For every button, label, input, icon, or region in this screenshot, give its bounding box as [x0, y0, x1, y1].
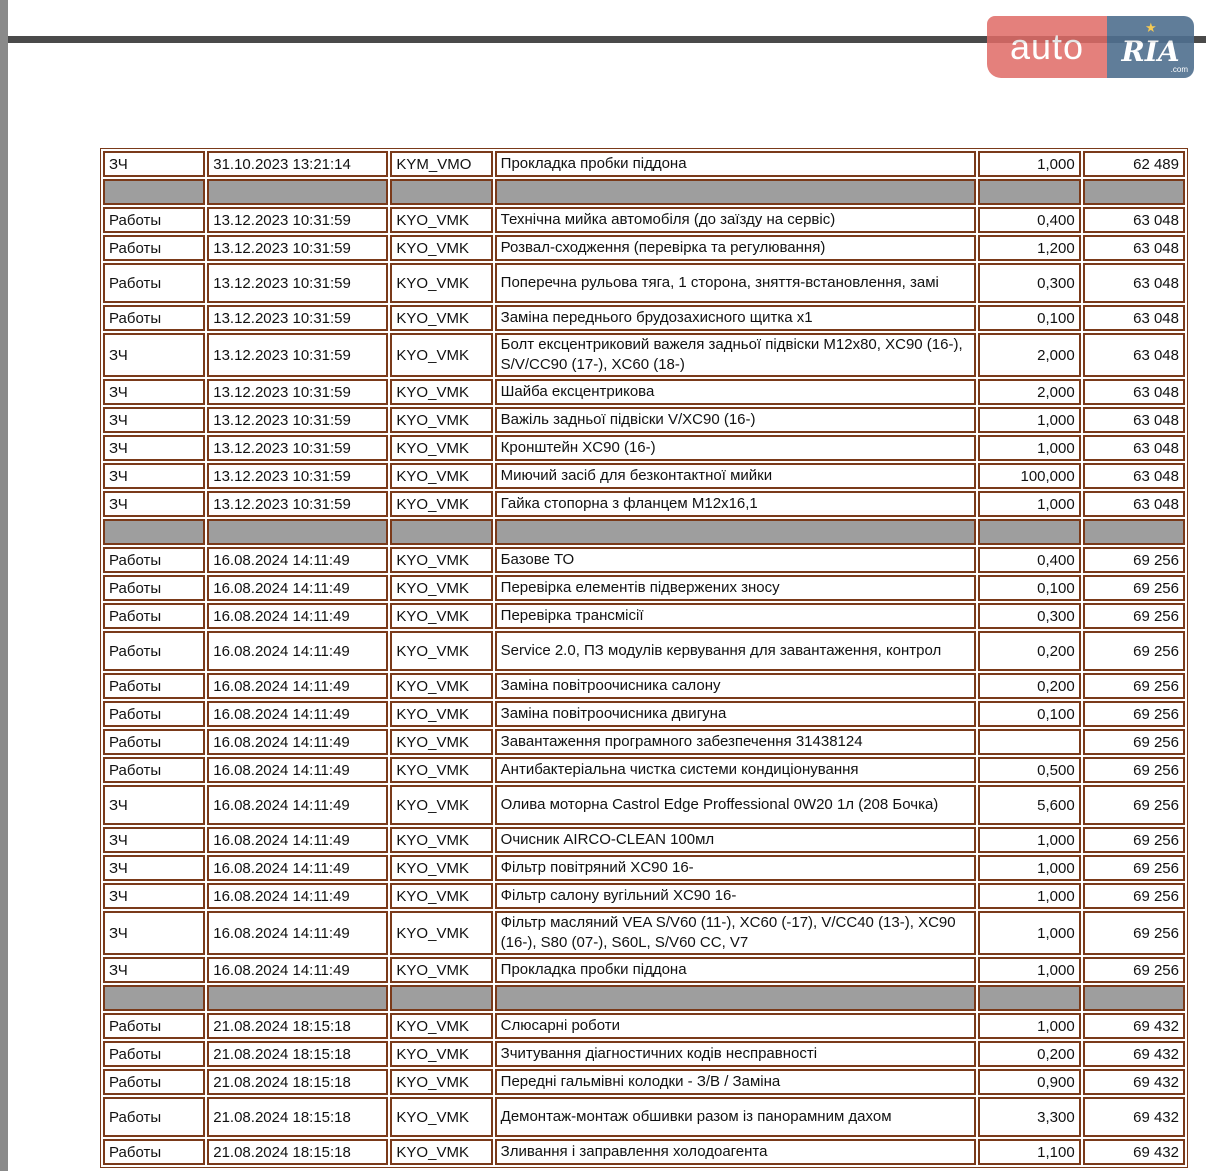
- cell-date: 31.10.2023 13:21:14: [207, 151, 388, 177]
- cell-mileage: 69 432: [1083, 1013, 1185, 1039]
- cell-quantity: 1,000: [978, 855, 1080, 881]
- table-row: [103, 435, 1185, 461]
- separator-cell: [207, 179, 388, 205]
- separator-row: [103, 179, 1185, 205]
- cell-date: 13.12.2023 10:31:59: [207, 333, 388, 377]
- cell-mileage: 69 256: [1083, 729, 1185, 755]
- cell-type: Работы: [103, 263, 205, 303]
- cell-type: Работы: [103, 673, 205, 699]
- cell-date: 13.12.2023 10:31:59: [207, 407, 388, 433]
- cell-description: Важіль задньої підвіски V/XC90 (16-): [495, 407, 977, 433]
- cell-date: 16.08.2024 14:11:49: [207, 785, 388, 825]
- cell-description: Поперечна рульова тяга, 1 сторона, зняття-встановлення, замі: [495, 263, 977, 303]
- cell-code: KYO_VMK: [390, 883, 492, 909]
- cell-quantity: 0,200: [978, 631, 1080, 671]
- cell-date: 16.08.2024 14:11:49: [207, 827, 388, 853]
- table-row: [103, 827, 1185, 853]
- cell-type: ЗЧ: [103, 785, 205, 825]
- logo-ria-text: RIA: [1121, 34, 1180, 68]
- separator-cell: [978, 985, 1080, 1011]
- cell-code: KYO_VMK: [390, 463, 492, 489]
- cell-code: KYO_VMK: [390, 333, 492, 377]
- cell-quantity: 1,000: [978, 435, 1080, 461]
- separator-cell: [1083, 179, 1185, 205]
- cell-description: Технічна мийка автомобіля (до заїзду на сервіс): [495, 207, 977, 233]
- cell-date: 21.08.2024 18:15:18: [207, 1041, 388, 1067]
- separator-row: [103, 985, 1185, 1011]
- cell-type: Работы: [103, 603, 205, 629]
- cell-mileage: 69 432: [1083, 1139, 1185, 1165]
- cell-type: Работы: [103, 631, 205, 671]
- cell-type: ЗЧ: [103, 855, 205, 881]
- cell-code: KYO_VMK: [390, 911, 492, 955]
- cell-type: Работы: [103, 1139, 205, 1165]
- cell-type: Работы: [103, 757, 205, 783]
- separator-cell: [390, 179, 492, 205]
- service-history-rows: [103, 151, 1185, 1165]
- cell-type: ЗЧ: [103, 333, 205, 377]
- cell-mileage: 69 256: [1083, 911, 1185, 955]
- separator-cell: [495, 985, 977, 1011]
- cell-mileage: 63 048: [1083, 235, 1185, 261]
- cell-code: KYO_VMK: [390, 701, 492, 727]
- table-row: [103, 491, 1185, 517]
- cell-date: 16.08.2024 14:11:49: [207, 673, 388, 699]
- cell-code: KYO_VMK: [390, 1041, 492, 1067]
- cell-type: Работы: [103, 1069, 205, 1095]
- cell-type: ЗЧ: [103, 827, 205, 853]
- logo-com-text: .com: [1170, 65, 1188, 74]
- cell-code: KYO_VMK: [390, 575, 492, 601]
- cell-mileage: 69 256: [1083, 785, 1185, 825]
- cell-date: 21.08.2024 18:15:18: [207, 1097, 388, 1137]
- star-icon: ★: [1145, 20, 1157, 35]
- cell-code: KYO_VMK: [390, 235, 492, 261]
- cell-mileage: 69 256: [1083, 957, 1185, 983]
- cell-description: Розвал-сходження (перевірка та регулювання): [495, 235, 977, 261]
- cell-mileage: 63 048: [1083, 263, 1185, 303]
- cell-quantity: 0,400: [978, 547, 1080, 573]
- cell-date: 16.08.2024 14:11:49: [207, 757, 388, 783]
- cell-mileage: 63 048: [1083, 305, 1185, 331]
- cell-description: Болт ексцентриковий важеля задньої підвіски M12x80, XC90 (16-), S/V/CC90 (17-), XC60 (18-): [495, 333, 977, 377]
- separator-cell: [495, 519, 977, 545]
- cell-type: Работы: [103, 575, 205, 601]
- cell-mileage: 63 048: [1083, 463, 1185, 489]
- cell-quantity: 1,000: [978, 827, 1080, 853]
- cell-type: Работы: [103, 701, 205, 727]
- cell-quantity: 1,000: [978, 883, 1080, 909]
- cell-quantity: 0,100: [978, 305, 1080, 331]
- cell-description: Очисник AIRCO-CLEAN 100мл: [495, 827, 977, 853]
- cell-type: ЗЧ: [103, 911, 205, 955]
- cell-type: ЗЧ: [103, 957, 205, 983]
- table-row: [103, 547, 1185, 573]
- cell-code: KYO_VMK: [390, 207, 492, 233]
- cell-code: KYO_VMK: [390, 785, 492, 825]
- cell-date: 16.08.2024 14:11:49: [207, 957, 388, 983]
- cell-description: Фільтр салону вугільний XC90 16-: [495, 883, 977, 909]
- cell-type: ЗЧ: [103, 463, 205, 489]
- cell-date: 13.12.2023 10:31:59: [207, 207, 388, 233]
- cell-description: Заміна повітроочисника двигуна: [495, 701, 977, 727]
- table-row: [103, 1069, 1185, 1095]
- cell-description: Зливання і заправлення холодоагента: [495, 1139, 977, 1165]
- cell-quantity: 0,300: [978, 263, 1080, 303]
- cell-quantity: 0,200: [978, 1041, 1080, 1067]
- cell-code: KYO_VMK: [390, 379, 492, 405]
- cell-date: 16.08.2024 14:11:49: [207, 603, 388, 629]
- cell-description: Зчитування діагностичних кодів несправності: [495, 1041, 977, 1067]
- cell-date: 16.08.2024 14:11:49: [207, 729, 388, 755]
- table-row: [103, 463, 1185, 489]
- cell-description: Демонтаж-монтаж обшивки разом із панорамним дахом: [495, 1097, 977, 1137]
- cell-code: KYO_VMK: [390, 1013, 492, 1039]
- cell-description: Олива моторна Castrol Edge Proffessional 0W20 1л (208 Бочка): [495, 785, 977, 825]
- cell-mileage: 63 048: [1083, 435, 1185, 461]
- cell-quantity: 0,100: [978, 701, 1080, 727]
- separator-cell: [1083, 985, 1185, 1011]
- cell-mileage: 69 256: [1083, 827, 1185, 853]
- table-row: [103, 729, 1185, 755]
- cell-date: 16.08.2024 14:11:49: [207, 883, 388, 909]
- cell-quantity: 0,400: [978, 207, 1080, 233]
- cell-mileage: 69 256: [1083, 701, 1185, 727]
- cell-quantity: 100,000: [978, 463, 1080, 489]
- cell-mileage: 69 256: [1083, 631, 1185, 671]
- cell-code: KYO_VMK: [390, 855, 492, 881]
- separator-cell: [390, 985, 492, 1011]
- cell-description: Фільтр повітряний XC90 16-: [495, 855, 977, 881]
- cell-type: ЗЧ: [103, 151, 205, 177]
- cell-mileage: 69 256: [1083, 673, 1185, 699]
- cell-type: Работы: [103, 547, 205, 573]
- cell-date: 16.08.2024 14:11:49: [207, 631, 388, 671]
- cell-quantity: 1,000: [978, 957, 1080, 983]
- cell-mileage: 63 048: [1083, 407, 1185, 433]
- cell-quantity: 5,600: [978, 785, 1080, 825]
- table-row: [103, 673, 1185, 699]
- table-row: [103, 575, 1185, 601]
- cell-date: 16.08.2024 14:11:49: [207, 855, 388, 881]
- cell-mileage: 69 432: [1083, 1097, 1185, 1137]
- cell-code: KYO_VMK: [390, 827, 492, 853]
- cell-mileage: 63 048: [1083, 207, 1185, 233]
- table-row: [103, 263, 1185, 303]
- cell-date: 21.08.2024 18:15:18: [207, 1013, 388, 1039]
- cell-code: KYO_VMK: [390, 1097, 492, 1137]
- cell-code: KYO_VMK: [390, 757, 492, 783]
- cell-description: Прокладка пробки піддона: [495, 151, 977, 177]
- separator-cell: [207, 985, 388, 1011]
- table-row: [103, 407, 1185, 433]
- cell-date: 13.12.2023 10:31:59: [207, 379, 388, 405]
- table-row: [103, 855, 1185, 881]
- cell-mileage: 63 048: [1083, 379, 1185, 405]
- cell-quantity: 0,500: [978, 757, 1080, 783]
- table-row: [103, 911, 1185, 955]
- cell-date: 21.08.2024 18:15:18: [207, 1069, 388, 1095]
- table-row: [103, 1139, 1185, 1165]
- separator-cell: [495, 179, 977, 205]
- cell-mileage: 69 256: [1083, 547, 1185, 573]
- cell-description: Кронштейн XC90 (16-): [495, 435, 977, 461]
- cell-code: KYO_VMK: [390, 547, 492, 573]
- cell-mileage: 69 256: [1083, 883, 1185, 909]
- cell-quantity: 1,000: [978, 407, 1080, 433]
- cell-type: Работы: [103, 1013, 205, 1039]
- cell-type: ЗЧ: [103, 491, 205, 517]
- cell-description: Гайка стопорна з фланцем M12x16,1: [495, 491, 977, 517]
- cell-code: KYM_VMO: [390, 151, 492, 177]
- separator-row: [103, 519, 1185, 545]
- cell-mileage: 69 256: [1083, 603, 1185, 629]
- cell-code: KYO_VMK: [390, 407, 492, 433]
- cell-quantity: 0,100: [978, 575, 1080, 601]
- table-row: [103, 957, 1185, 983]
- cell-quantity: 0,300: [978, 603, 1080, 629]
- cell-quantity: 2,000: [978, 333, 1080, 377]
- cell-mileage: 63 048: [1083, 491, 1185, 517]
- cell-type: Работы: [103, 729, 205, 755]
- cell-type: Работы: [103, 1097, 205, 1137]
- cell-quantity: 1,100: [978, 1139, 1080, 1165]
- cell-code: KYO_VMK: [390, 491, 492, 517]
- cell-date: 16.08.2024 14:11:49: [207, 547, 388, 573]
- table-row: [103, 603, 1185, 629]
- cell-code: KYO_VMK: [390, 631, 492, 671]
- cell-quantity: 3,300: [978, 1097, 1080, 1137]
- table-row: [103, 151, 1185, 177]
- cell-date: 13.12.2023 10:31:59: [207, 463, 388, 489]
- cell-quantity: 1,000: [978, 151, 1080, 177]
- cell-description: Миючий засіб для безконтактної мийки: [495, 463, 977, 489]
- cell-code: KYO_VMK: [390, 1139, 492, 1165]
- table-row: [103, 305, 1185, 331]
- table-row: [103, 235, 1185, 261]
- separator-cell: [978, 179, 1080, 205]
- table-row: [103, 1097, 1185, 1137]
- cell-type: ЗЧ: [103, 407, 205, 433]
- cell-description: Заміна переднього брудозахисного щитка x1: [495, 305, 977, 331]
- cell-mileage: 69 432: [1083, 1041, 1185, 1067]
- cell-quantity: 0,900: [978, 1069, 1080, 1095]
- separator-cell: [390, 519, 492, 545]
- cell-date: 13.12.2023 10:31:59: [207, 235, 388, 261]
- cell-mileage: 69 256: [1083, 855, 1185, 881]
- separator-cell: [978, 519, 1080, 545]
- cell-mileage: 69 256: [1083, 575, 1185, 601]
- cell-code: KYO_VMK: [390, 603, 492, 629]
- cell-description: Перевірка елементів підвержених зносу: [495, 575, 977, 601]
- autoria-logo: [987, 16, 1194, 78]
- cell-quantity: 1,000: [978, 1013, 1080, 1039]
- cell-date: 16.08.2024 14:11:49: [207, 701, 388, 727]
- cell-description: Завантаження програмного забезпечення 31438124: [495, 729, 977, 755]
- table-row: [103, 207, 1185, 233]
- cell-code: KYO_VMK: [390, 673, 492, 699]
- table-row: [103, 757, 1185, 783]
- cell-mileage: 69 432: [1083, 1069, 1185, 1095]
- separator-cell: [103, 179, 205, 205]
- cell-type: Работы: [103, 1041, 205, 1067]
- cell-date: 16.08.2024 14:11:49: [207, 575, 388, 601]
- cell-date: 13.12.2023 10:31:59: [207, 435, 388, 461]
- cell-date: 13.12.2023 10:31:59: [207, 263, 388, 303]
- cell-description: Перевірка трансмісії: [495, 603, 977, 629]
- table-row: [103, 785, 1185, 825]
- cell-code: KYO_VMK: [390, 1069, 492, 1095]
- cell-quantity: 2,000: [978, 379, 1080, 405]
- cell-description: Прокладка пробки піддона: [495, 957, 977, 983]
- cell-type: ЗЧ: [103, 883, 205, 909]
- cell-description: Service 2.0, ПЗ модулів кервування для завантаження, контрол: [495, 631, 977, 671]
- cell-description: Передні гальмівні колодки - З/В / Заміна: [495, 1069, 977, 1095]
- cell-code: KYO_VMK: [390, 263, 492, 303]
- cell-description: Антибактеріальна чистка системи кондиціонування: [495, 757, 977, 783]
- cell-type: Работы: [103, 235, 205, 261]
- cell-code: KYO_VMK: [390, 957, 492, 983]
- cell-quantity: 0,200: [978, 673, 1080, 699]
- cell-mileage: 62 489: [1083, 151, 1185, 177]
- cell-type: ЗЧ: [103, 379, 205, 405]
- cell-mileage: 63 048: [1083, 333, 1185, 377]
- table-row: [103, 701, 1185, 727]
- table-row: [103, 1013, 1185, 1039]
- cell-description: Шайба ексцентрикова: [495, 379, 977, 405]
- cell-type: ЗЧ: [103, 435, 205, 461]
- cell-quantity: 1,000: [978, 911, 1080, 955]
- cell-type: Работы: [103, 207, 205, 233]
- cell-code: KYO_VMK: [390, 729, 492, 755]
- separator-cell: [103, 519, 205, 545]
- cell-date: 21.08.2024 18:15:18: [207, 1139, 388, 1165]
- cell-date: 13.12.2023 10:31:59: [207, 491, 388, 517]
- cell-quantity: [978, 729, 1080, 755]
- logo-auto-part: auto: [987, 16, 1107, 78]
- table-row: [103, 1041, 1185, 1067]
- separator-cell: [1083, 519, 1185, 545]
- service-history-table: [100, 148, 1188, 1168]
- cell-description: Фільтр масляний VEA S/V60 (11-), XC60 (-17), V/CC40 (13-), XC90 (16-), S80 (07-), S60L, S/V60 CC, V7: [495, 911, 977, 955]
- cell-code: KYO_VMK: [390, 435, 492, 461]
- table-row: [103, 379, 1185, 405]
- cell-type: Работы: [103, 305, 205, 331]
- cell-mileage: 69 256: [1083, 757, 1185, 783]
- table-row: [103, 883, 1185, 909]
- viewer-left-border: [0, 0, 8, 1171]
- logo-ria-part: [1107, 16, 1194, 78]
- cell-description: Заміна повітроочисника салону: [495, 673, 977, 699]
- cell-description: Слюсарні роботи: [495, 1013, 977, 1039]
- cell-date: 13.12.2023 10:31:59: [207, 305, 388, 331]
- cell-description: Базове ТО: [495, 547, 977, 573]
- separator-cell: [103, 985, 205, 1011]
- separator-cell: [207, 519, 388, 545]
- cell-quantity: 1,200: [978, 235, 1080, 261]
- table-row: [103, 333, 1185, 377]
- cell-date: 16.08.2024 14:11:49: [207, 911, 388, 955]
- cell-quantity: 1,000: [978, 491, 1080, 517]
- table-row: [103, 631, 1185, 671]
- cell-code: KYO_VMK: [390, 305, 492, 331]
